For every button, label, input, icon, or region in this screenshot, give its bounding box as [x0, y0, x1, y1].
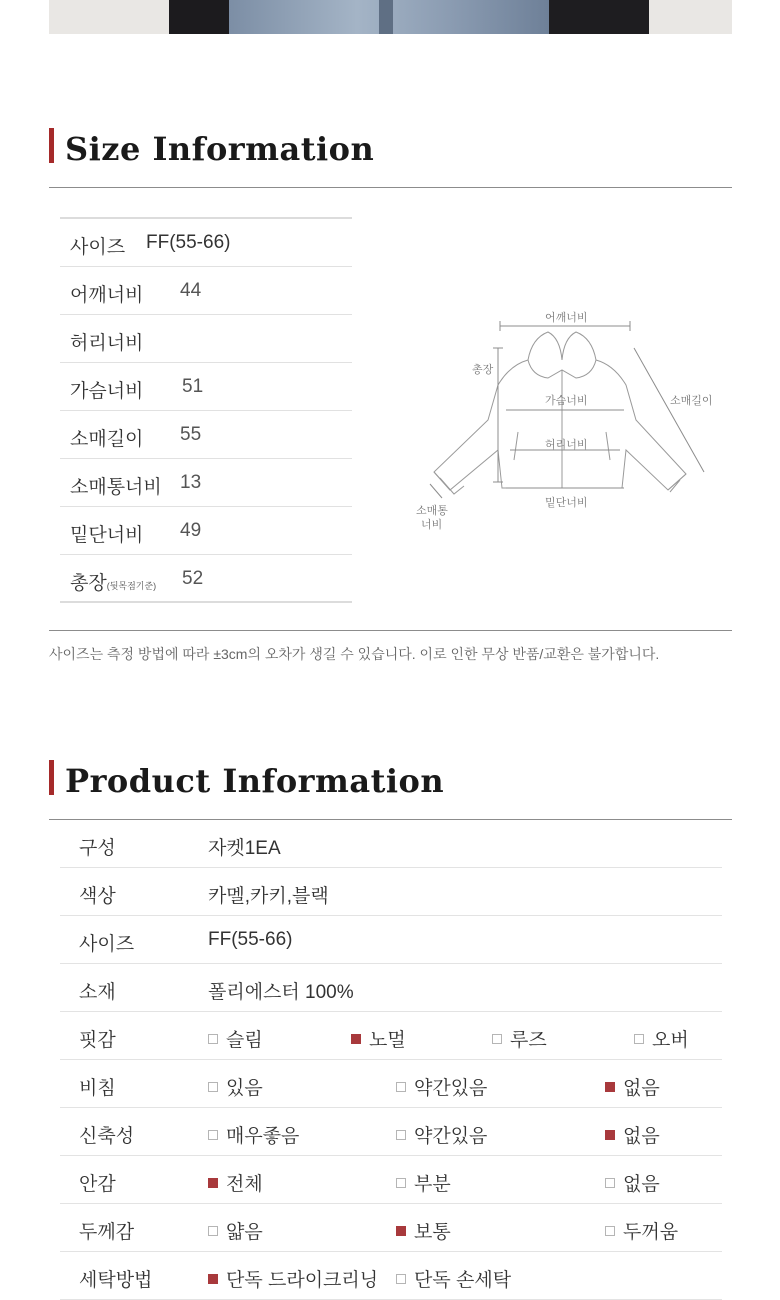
product-row-label: 사이즈 [79, 934, 135, 955]
size-row-label: 소매길이 [70, 429, 144, 450]
size-row-label-sub: (뒷목점기준) [106, 581, 157, 591]
product-section-title: Product Information [65, 762, 445, 800]
option-thickness-thick [605, 1217, 678, 1244]
option-fit-loose [492, 1025, 547, 1052]
size-row-chest [60, 363, 352, 411]
product-row-label: 두께감 [79, 1222, 135, 1243]
option-wash-dry-clean [208, 1265, 378, 1292]
diagram-label-cuff-line1: 소매통 [416, 505, 448, 517]
product-section-header [49, 758, 732, 820]
option-sheer-slight [396, 1073, 487, 1100]
product-row-label: 신축성 [79, 1126, 135, 1147]
option-label: 보통 [414, 1222, 451, 1243]
photo-dark-area-right [549, 0, 649, 34]
size-row-label-main: 총장 [70, 573, 107, 594]
option-thickness-normal [396, 1217, 451, 1244]
product-row-label: 색상 [79, 886, 116, 907]
size-section-divider [49, 630, 732, 631]
diagram-label-waist: 허리너비 [545, 439, 588, 451]
diagram-label-shoulder: 어깨너비 [545, 312, 588, 324]
option-label: 매우좋음 [226, 1126, 300, 1147]
checkbox-icon [208, 1226, 218, 1236]
photo-dark-area-left [169, 0, 229, 34]
option-label: 약간있음 [414, 1126, 488, 1147]
checkbox-icon [351, 1034, 361, 1044]
section-accent-bar [49, 760, 54, 795]
checkbox-icon [396, 1274, 406, 1284]
product-row-sheerness [60, 1060, 722, 1108]
product-row-value: FF(55-66) [208, 929, 293, 950]
product-row-lining [60, 1156, 722, 1204]
size-row-value: 13 [180, 472, 202, 493]
diagram-label-sleeve: 소매길이 [670, 395, 713, 407]
option-fit-normal [351, 1025, 406, 1052]
size-row-value: 44 [180, 280, 202, 301]
product-row-label: 소재 [79, 982, 116, 1003]
size-disclaimer-note: 사이즈는 측정 방법에 따라 ±3cm의 오차가 생길 수 있습니다. 이로 인한 무상 반품/교환은 불가합니다. [49, 646, 660, 662]
product-row-color [60, 868, 722, 916]
checkbox-icon [634, 1034, 644, 1044]
option-label: 슬림 [226, 1030, 263, 1051]
product-row-stretch [60, 1108, 722, 1156]
option-fit-slim [208, 1025, 263, 1052]
option-stretch-none [605, 1121, 660, 1148]
size-row-sleeve-width [60, 459, 352, 507]
diagram-label-hem: 밑단너비 [545, 497, 588, 509]
product-row-label: 구성 [79, 838, 116, 859]
option-label: 노멀 [369, 1030, 406, 1051]
checkbox-icon [208, 1034, 218, 1044]
diagram-label-chest: 가슴너비 [545, 395, 588, 407]
size-row-sleeve-length [60, 411, 352, 459]
checkbox-icon [208, 1178, 218, 1188]
size-table [60, 217, 352, 603]
size-row-label: 가슴너비 [70, 381, 144, 402]
option-label: 약간있음 [414, 1078, 488, 1099]
size-row-label: 밑단너비 [70, 525, 144, 546]
checkbox-icon [396, 1130, 406, 1140]
diagram-label-cuff-line2: 너비 [421, 519, 443, 531]
checkbox-icon [605, 1130, 615, 1140]
product-row-label: 핏감 [79, 1030, 116, 1051]
option-label: 있음 [226, 1078, 263, 1099]
section-accent-bar [49, 128, 54, 163]
checkbox-icon [396, 1178, 406, 1188]
size-row-label: 허리너비 [70, 333, 144, 354]
option-label: 없음 [623, 1078, 660, 1099]
checkbox-icon [208, 1082, 218, 1092]
size-row-value: 51 [182, 376, 204, 397]
option-label: 두꺼움 [623, 1222, 679, 1243]
option-lining-partial [396, 1169, 451, 1196]
product-row-value: 자켓1EA [208, 838, 281, 859]
size-row-label: 어깨너비 [70, 285, 144, 306]
size-row-label: 소매통너비 [70, 477, 162, 498]
size-row-value: 55 [180, 424, 202, 445]
option-stretch-very-good [208, 1121, 299, 1148]
jacket-measurement-diagram [410, 300, 720, 540]
size-section-title: Size Information [65, 130, 375, 168]
option-lining-none [605, 1169, 660, 1196]
option-wash-hand [396, 1265, 511, 1292]
size-row-length [60, 555, 352, 603]
checkbox-icon [396, 1082, 406, 1092]
option-fit-over [634, 1025, 689, 1052]
diagram-label-length: 총장 [472, 364, 494, 376]
option-label: 전체 [226, 1174, 263, 1195]
option-label: 없음 [623, 1126, 660, 1147]
checkbox-icon [492, 1034, 502, 1044]
product-row-value: 카멜,카키,블랙 [208, 886, 329, 907]
option-label: 단독 손세탁 [414, 1270, 512, 1291]
size-row-label [70, 568, 156, 595]
checkbox-icon [208, 1130, 218, 1140]
checkbox-icon [396, 1226, 406, 1236]
option-label: 부분 [414, 1174, 451, 1195]
size-row-value: 49 [180, 520, 202, 541]
checkbox-icon [605, 1178, 615, 1188]
product-row-thickness [60, 1204, 722, 1252]
size-row-value: FF(55-66) [146, 232, 231, 253]
size-row-size [60, 219, 352, 267]
checkbox-icon [208, 1274, 218, 1284]
option-label: 없음 [623, 1174, 660, 1195]
product-row-material [60, 964, 722, 1012]
size-section-header [49, 126, 732, 188]
product-row-label: 세탁방법 [79, 1270, 153, 1291]
option-thickness-thin [208, 1217, 263, 1244]
size-row-label: 사이즈 [70, 237, 126, 258]
option-sheer-none [605, 1073, 660, 1100]
checkbox-icon [605, 1082, 615, 1092]
option-sheer-yes [208, 1073, 263, 1100]
product-photo [49, 0, 732, 34]
product-row-composition [60, 820, 722, 868]
option-stretch-slight [396, 1121, 487, 1148]
option-label: 루즈 [510, 1030, 547, 1051]
option-label: 얇음 [226, 1222, 263, 1243]
size-row-waist [60, 315, 352, 363]
product-info-table [60, 820, 722, 1300]
product-row-value: 폴리에스터 100% [208, 982, 354, 1003]
product-row-fit [60, 1012, 722, 1060]
product-row-label: 안감 [79, 1174, 116, 1195]
size-row-value: 52 [182, 568, 204, 589]
option-label: 단독 드라이크리닝 [226, 1270, 379, 1291]
size-row-hem [60, 507, 352, 555]
option-label: 오버 [652, 1030, 689, 1051]
product-row-washing [60, 1252, 722, 1300]
photo-jacket-placket [379, 0, 393, 34]
checkbox-icon [605, 1226, 615, 1236]
option-lining-full [208, 1169, 263, 1196]
product-row-size [60, 916, 722, 964]
size-row-shoulder [60, 267, 352, 315]
product-row-label: 비침 [79, 1078, 116, 1099]
